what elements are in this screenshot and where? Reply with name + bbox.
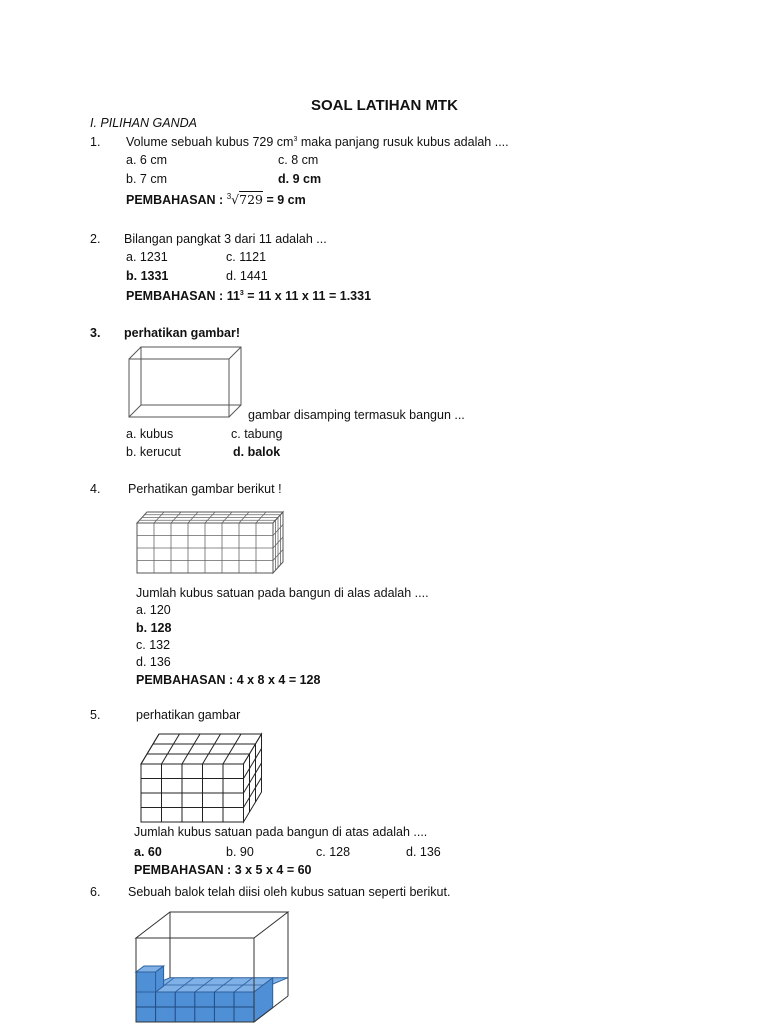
- option-c[interactable]: c. tabung: [231, 427, 283, 441]
- question-number: 5.: [90, 708, 101, 722]
- option-d[interactable]: d. 136: [136, 655, 171, 669]
- option-d[interactable]: d. 9 cm: [278, 172, 322, 186]
- option-a[interactable]: a. kubus: [126, 427, 174, 441]
- question-number: 1.: [90, 135, 101, 149]
- question-text: perhatikan gambar: [136, 708, 241, 722]
- option-a[interactable]: a. 60: [134, 845, 162, 859]
- option-b[interactable]: b. 1331: [126, 269, 169, 283]
- option-b[interactable]: b. 7 cm: [126, 172, 167, 186]
- solution: PEMBAHASAN : $11^3 = 11$ x 11 x 11 = 1.331: [126, 289, 372, 304]
- question-text: perhatikan gambar!: [124, 326, 241, 340]
- solution: PEMBAHASAN : 3 x 5 x 4 = 60: [134, 863, 312, 877]
- option-a[interactable]: a. 120: [136, 603, 171, 617]
- question-text: Sebuah balok telah diisi oleh kubus satuan seperti berikut.: [128, 885, 451, 899]
- option-c[interactable]: c. 1121: [226, 250, 267, 264]
- question-text: Perhatikan gambar berikut !: [128, 482, 282, 496]
- partially-filled-box-figure: [134, 910, 294, 1024]
- page-title: SOAL LATIHAN MTK: [311, 97, 458, 114]
- option-b[interactable]: b. 128: [136, 621, 172, 635]
- option-b[interactable]: b. 90: [226, 845, 254, 859]
- option-d[interactable]: d. balok: [233, 445, 281, 459]
- option-a[interactable]: a. 1231: [126, 250, 168, 264]
- option-a[interactable]: a. 6 cm: [126, 153, 167, 167]
- solution: PEMBAHASAN : $^3$√729 = 9 cm: [126, 192, 306, 208]
- option-d[interactable]: d. 1441: [226, 269, 268, 283]
- question-prompt: Jumlah kubus satuan pada bangun di alas adalah ....: [136, 586, 429, 600]
- option-c[interactable]: c. 128: [316, 845, 351, 859]
- section-heading: I. PILIHAN GANDA: [90, 116, 197, 130]
- question-number: 3.: [90, 326, 101, 340]
- option-c[interactable]: c. 8 cm: [278, 153, 319, 167]
- question-number: 6.: [90, 885, 101, 899]
- option-d[interactable]: d. 136: [406, 845, 441, 859]
- option-c[interactable]: c. 132: [136, 638, 171, 652]
- figure-caption: gambar disamping termasuk bangun ...: [248, 408, 465, 422]
- question-prompt: Jumlah kubus satuan pada bangun di atas adalah ....: [134, 825, 428, 839]
- unit-cube-block-figure: [140, 730, 264, 822]
- unit-cube-layer-figure: [136, 510, 298, 576]
- question-text: Volume sebuah kubus 729 $cm^3$ maka panjang rusuk kubus adalah ....: [126, 135, 509, 150]
- question-text: Bilangan pangkat 3 dari 11 adalah ...: [124, 232, 327, 246]
- solution: PEMBAHASAN : 4 x 8 x 4 = 128: [136, 673, 321, 687]
- question-number: 2.: [90, 232, 101, 246]
- option-b[interactable]: b. kerucut: [126, 445, 181, 459]
- question-number: 4.: [90, 482, 101, 496]
- cuboid-figure: [128, 345, 244, 419]
